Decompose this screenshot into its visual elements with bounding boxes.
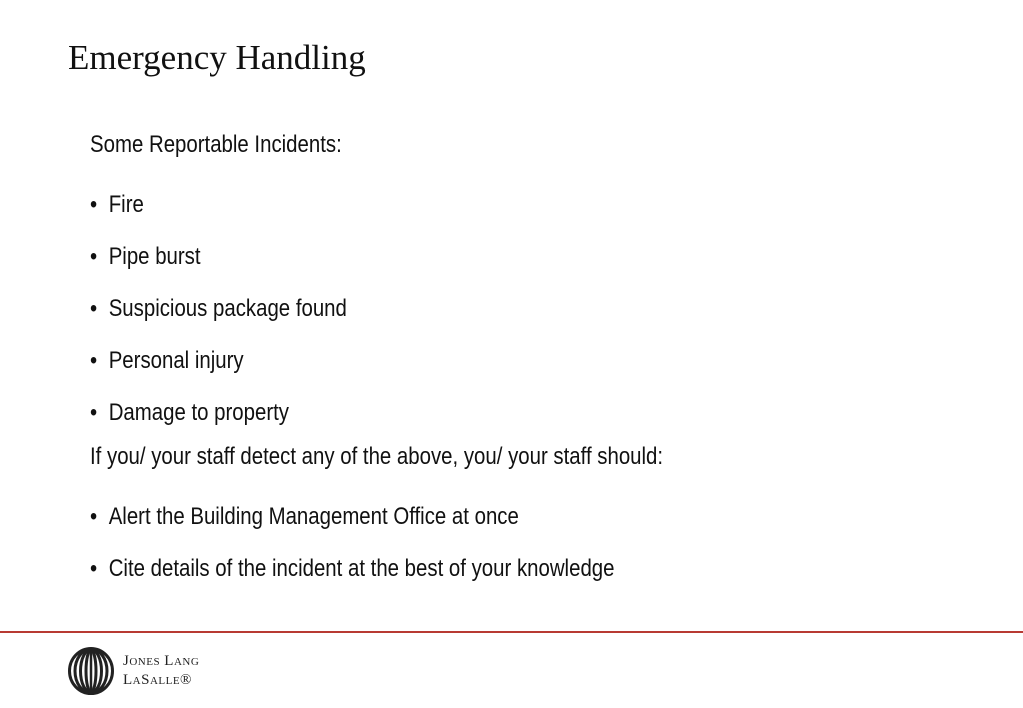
logo-wordmark bbox=[123, 652, 199, 690]
incident-label: Pipe burst bbox=[108, 243, 201, 270]
footer-divider bbox=[0, 631, 1023, 633]
logo-line-1: Jones Lang bbox=[123, 653, 200, 669]
slide-body bbox=[90, 127, 764, 595]
incident-label: Suspicious package found bbox=[108, 295, 347, 322]
logo-rings-icon bbox=[68, 647, 114, 695]
incident-label: Damage to property bbox=[108, 399, 289, 426]
incident-label: Fire bbox=[108, 191, 144, 218]
bullet-icon: • bbox=[90, 347, 98, 374]
action-label: Cite details of the incident at the best of your knowledge bbox=[108, 555, 615, 582]
action-label: Alert the Building Management Office at once bbox=[108, 503, 519, 530]
bullet-icon: • bbox=[90, 243, 98, 270]
list-item bbox=[90, 543, 663, 595]
incidents-intro: Some Reportable Incidents: bbox=[90, 131, 342, 158]
list-item bbox=[90, 231, 663, 283]
incident-label: Personal injury bbox=[108, 347, 244, 374]
bullet-icon: • bbox=[90, 555, 98, 582]
slide-title: Emergency Handling bbox=[68, 38, 366, 77]
list-item bbox=[90, 283, 663, 335]
list-item bbox=[90, 387, 663, 439]
company-logo bbox=[68, 647, 199, 695]
instruction-text: If you/ your staff detect any of the above, you/ your staff should: bbox=[90, 443, 664, 470]
list-item bbox=[90, 491, 663, 543]
bullet-icon: • bbox=[90, 295, 98, 322]
list-item bbox=[90, 179, 663, 231]
logo-line-2: LaSalle® bbox=[123, 672, 192, 688]
bullet-icon: • bbox=[90, 191, 98, 218]
bullet-icon: • bbox=[90, 399, 98, 426]
list-item bbox=[90, 335, 663, 387]
bullet-icon: • bbox=[90, 503, 98, 530]
